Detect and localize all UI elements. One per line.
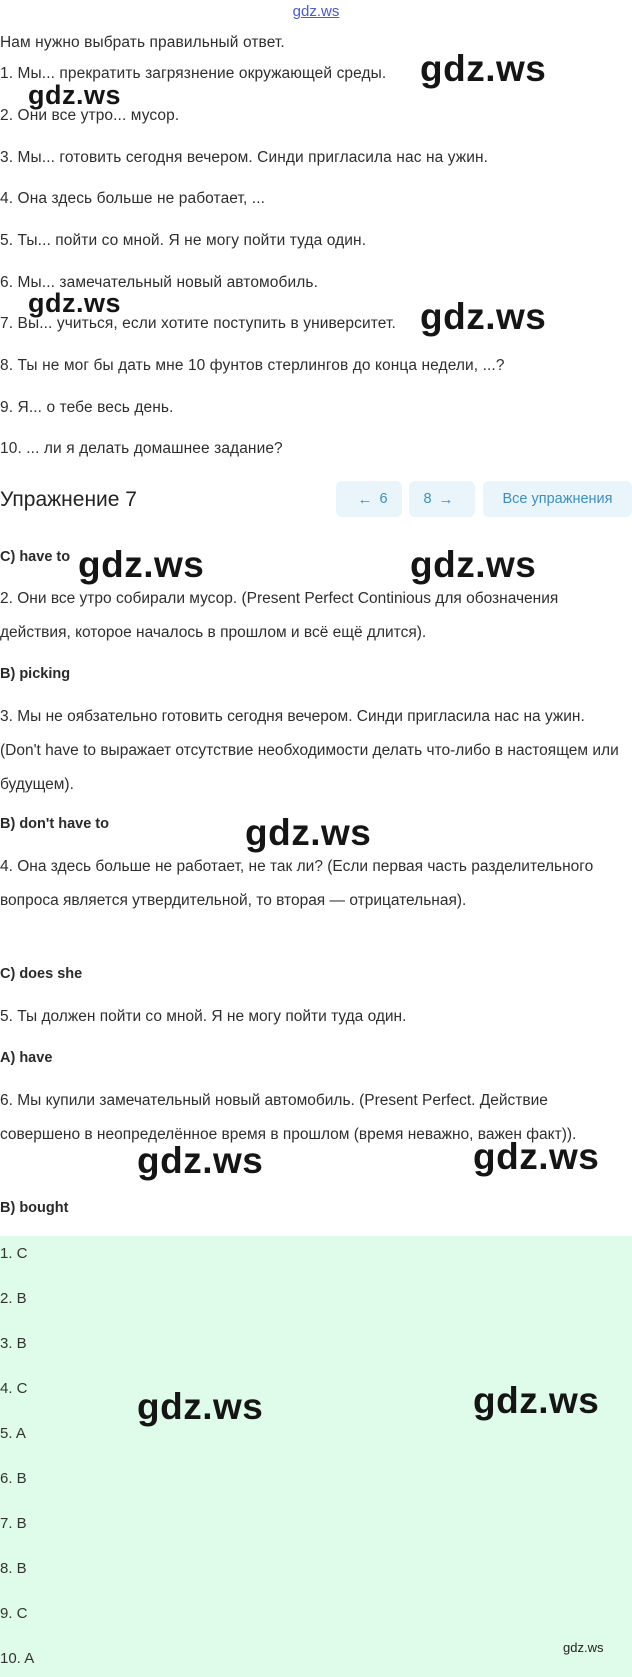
answer-key-5: 5. A xyxy=(0,1425,26,1442)
answer-key-9: 9. C xyxy=(0,1605,28,1622)
answer-3: B) don't have to xyxy=(0,816,109,832)
next-exercise-label: 8 xyxy=(423,491,432,507)
answer-2: B) picking xyxy=(0,666,71,682)
answer-key-6: 6. B xyxy=(0,1470,27,1487)
arrow-right-icon: → xyxy=(438,490,454,508)
watermark: gdz.ws xyxy=(410,544,537,585)
prev-exercise-label: 6 xyxy=(379,491,388,507)
answer-key-2: 2. B xyxy=(0,1290,27,1307)
answer-1: C) have to xyxy=(0,549,71,565)
answer-key-7: 7. B xyxy=(0,1515,27,1532)
watermark: gdz.ws xyxy=(245,812,372,853)
next-exercise-button[interactable] xyxy=(409,481,475,517)
explanation-2: 2. Они все утро собирали мусор. (Present Perfect Continious для обозначения действия, которое началось в прошлом и всё ещё длится). xyxy=(0,590,559,641)
answer-key-1: 1. C xyxy=(0,1245,28,1262)
watermark: gdz.ws xyxy=(28,80,122,110)
question-3: 3. Мы... готовить сегодня вечером. Синди пригласила нас на ужин. xyxy=(0,149,489,166)
question-2: 2. Они все утро... мусор. xyxy=(0,107,180,124)
answer-key-4: 4. C xyxy=(0,1380,28,1397)
watermark: gdz.ws xyxy=(137,1140,264,1181)
intro-text: Нам нужно выбрать правильный ответ. xyxy=(0,34,285,51)
question-6: 6. Мы... замечательный новый автомобиль. xyxy=(0,274,318,291)
arrow-left-icon: ← xyxy=(357,490,373,508)
answer-5: A) have xyxy=(0,1050,53,1066)
watermark: gdz.ws xyxy=(420,296,547,337)
answer-6: B) bought xyxy=(0,1200,69,1216)
top-site-link[interactable]: gdz.ws xyxy=(292,3,340,20)
explanation-5: 5. Ты должен пойти со мной. Я не могу пойти туда один. xyxy=(0,1008,407,1025)
question-5: 5. Ты... пойти со мной. Я не могу пойти туда один. xyxy=(0,232,367,249)
question-8: 8. Ты не мог бы дать мне 10 фунтов стерлингов до конца недели, ...? xyxy=(0,357,505,374)
all-exercises-button[interactable] xyxy=(483,481,632,517)
answer-key-panel xyxy=(0,1236,632,1677)
watermark: gdz.ws xyxy=(78,544,205,585)
answer-key-3: 3. B xyxy=(0,1335,27,1352)
question-9: 9. Я... о тебе весь день. xyxy=(0,399,174,416)
exercise-title: Упражнение 7 xyxy=(0,488,137,511)
answer-key-10: 10. A xyxy=(0,1650,35,1667)
question-1: 1. Мы... прекратить загрязнение окружающей среды. xyxy=(0,65,387,82)
watermark: gdz.ws xyxy=(473,1136,600,1177)
footer-watermark: gdz.ws xyxy=(563,1640,604,1655)
explanation-6: 6. Мы купили замечательный новый автомобиль. (Present Perfect. Действие совершено в неопределённое время в прошлом (время неважно, важен факт)). xyxy=(0,1092,577,1143)
prev-exercise-button[interactable] xyxy=(336,481,402,517)
answer-key-8: 8. B xyxy=(0,1560,27,1577)
explanation-3: 3. Мы не оябзательно готовить сегодня вечером. Синди пригласила нас на ужин. (Don't have to выражает отсутствие необходимости делать что-либо в настоящем или будущем). xyxy=(0,708,619,793)
watermark: gdz.ws xyxy=(473,1380,600,1421)
watermark: gdz.ws xyxy=(420,48,547,89)
explanation-4: 4. Она здесь больше не работает, не так ли? (Если первая часть разделительного вопроса является утвердительной, то вторая — отрицательная). xyxy=(0,858,594,909)
answer-4: C) does she xyxy=(0,966,83,982)
watermark: gdz.ws xyxy=(28,288,122,318)
question-4: 4. Она здесь больше не работает, ... xyxy=(0,190,266,207)
watermark: gdz.ws xyxy=(137,1386,264,1427)
question-10: 10. ... ли я делать домашнее задание? xyxy=(0,440,283,457)
question-7: 7. Вы... учиться, если хотите поступить в университет. xyxy=(0,315,396,332)
all-exercises-label: Все упражнения xyxy=(502,491,613,507)
